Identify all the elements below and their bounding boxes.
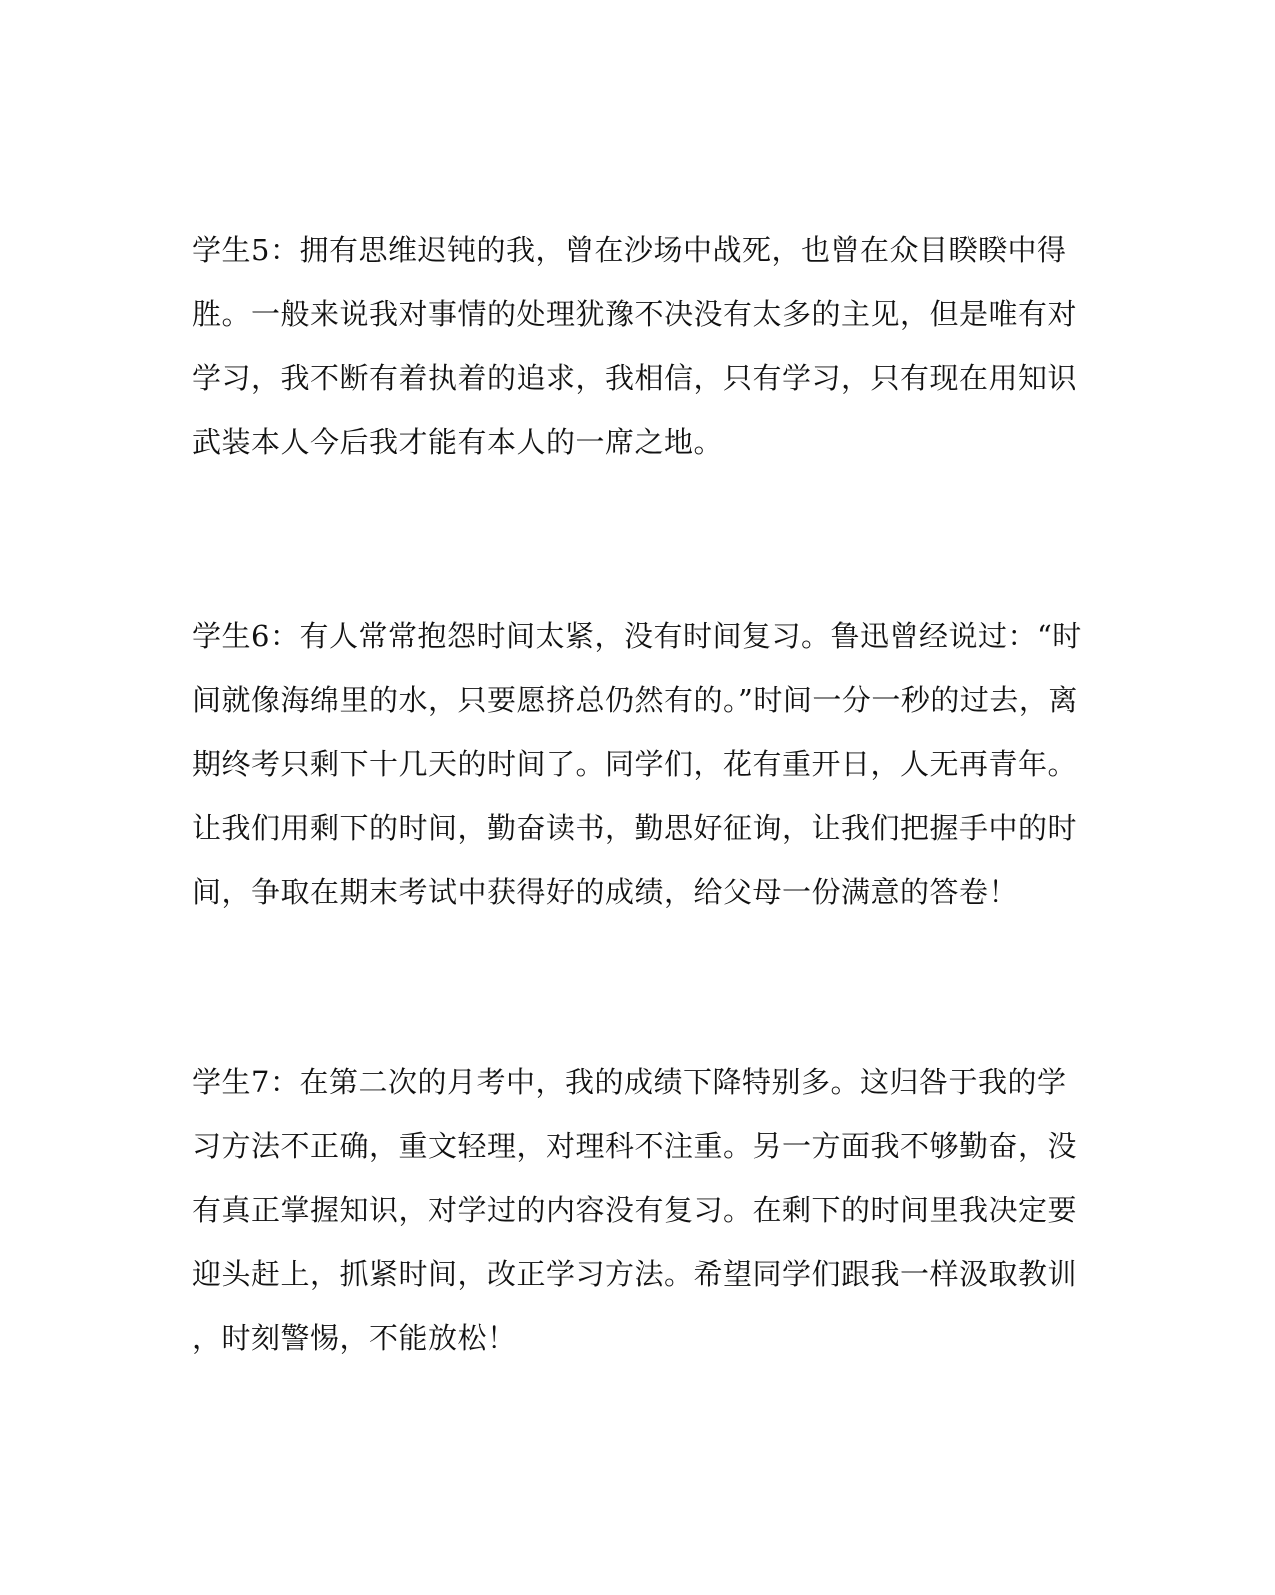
text-line: 习方法不正确，重文轻理，对理科不注重。另一方面我不够勤奋，没: [192, 1129, 1078, 1163]
paragraph-student-6: [192, 604, 1082, 924]
text-line: 有真正掌握知识，对学过的内容没有复习。在剩下的时间里我决定要: [192, 1193, 1078, 1227]
text-line: ，时刻警惕，不能放松！: [192, 1321, 517, 1355]
text-line: 武装本人今后我才能有本人的一席之地。: [192, 425, 724, 459]
text-line: 胜。一般来说我对事情的处理犹豫不决没有太多的主见，但是唯有对: [192, 297, 1078, 331]
text-line: 学生6：有人常常抱怨时间太紧，没有时间复习。鲁迅曾经说过：“时: [192, 619, 1082, 653]
text-line: 学习，我不断有着执着的追求，我相信，只有学习，只有现在用知识: [192, 361, 1078, 395]
paragraph-student-7: [192, 1050, 1082, 1370]
text-line: 让我们用剩下的时间，勤奋读书，勤思好征询，让我们把握手中的时: [192, 811, 1078, 845]
text-line: 学生7：在第二次的月考中，我的成绩下降特别多。这归咎于我的学: [192, 1065, 1067, 1099]
text-line: 学生5：拥有思维迟钝的我，曾在沙场中战死，也曾在众目睽睽中得: [192, 233, 1067, 267]
text-line: 迎头赶上，抓紧时间，改正学习方法。希望同学们跟我一样汲取教训: [192, 1257, 1078, 1291]
text-line: 期终考只剩下十几天的时间了。同学们，花有重开日，人无再青年。: [192, 747, 1078, 781]
text-line: 间就像海绵里的水，只要愿挤总仍然有的。”时间一分一秒的过去，离: [192, 683, 1078, 717]
paragraph-student-5: [192, 218, 1082, 474]
text-line: 间，争取在期末考试中获得好的成绩，给父母一份满意的答卷！: [192, 875, 1019, 909]
